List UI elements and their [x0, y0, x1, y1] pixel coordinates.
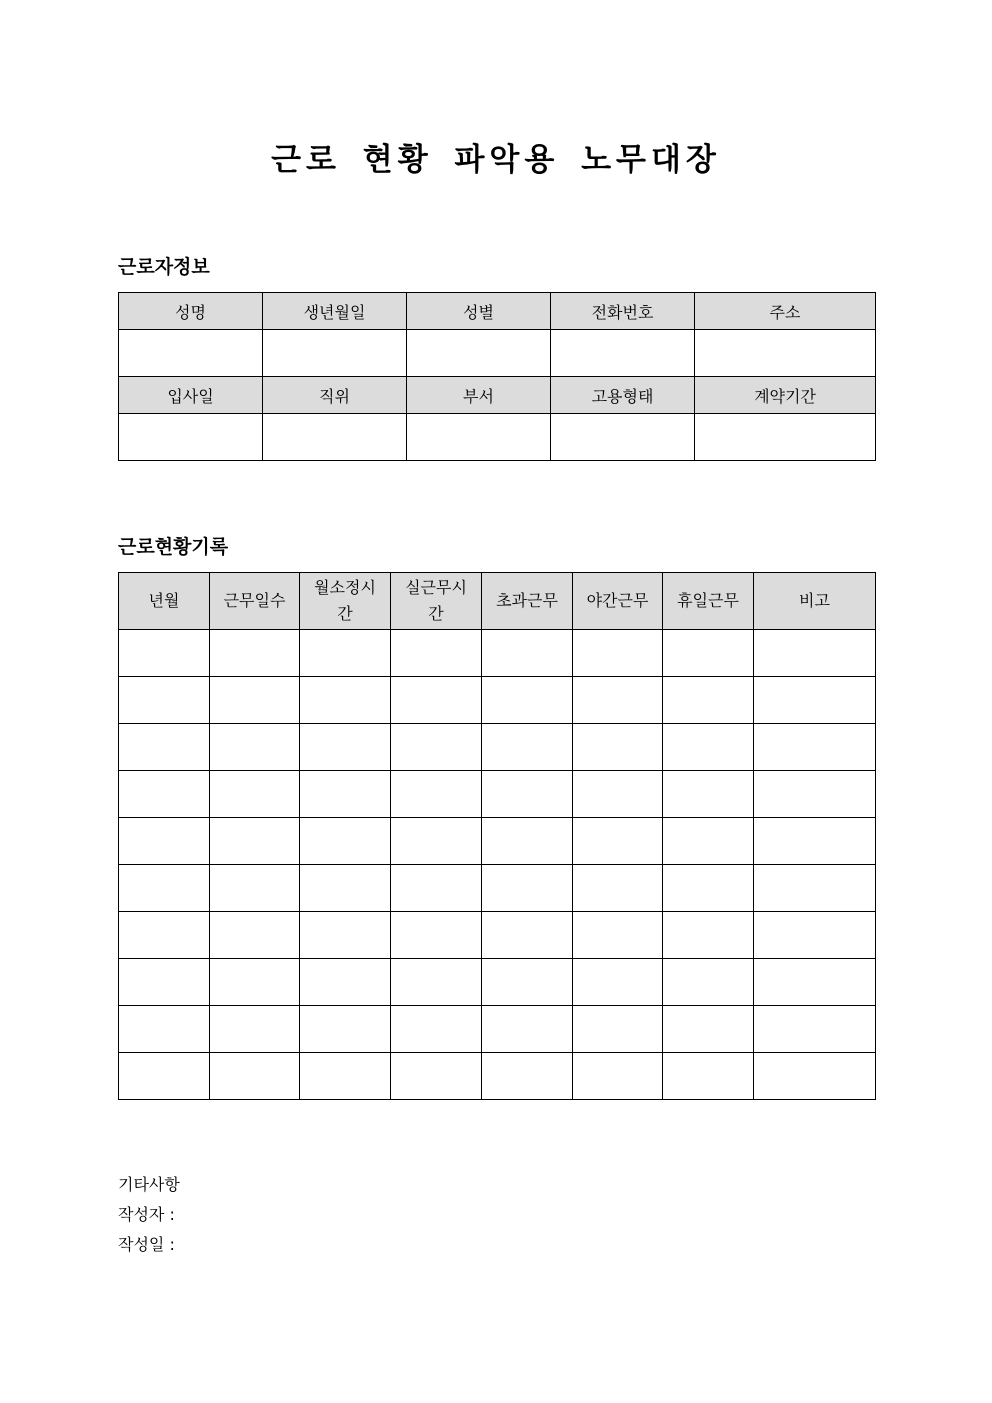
- header-overtime: 초과근무: [482, 573, 573, 630]
- record-cell[interactable]: [663, 630, 754, 677]
- record-cell[interactable]: [663, 959, 754, 1006]
- header-holiday-work: 휴일근무: [663, 573, 754, 630]
- table-row: [119, 1053, 876, 1100]
- hire-date-cell[interactable]: [119, 414, 263, 461]
- record-cell[interactable]: [482, 959, 573, 1006]
- record-cell[interactable]: [482, 1053, 573, 1100]
- record-cell[interactable]: [391, 630, 482, 677]
- employment-type-cell[interactable]: [551, 414, 695, 461]
- record-cell[interactable]: [119, 1053, 210, 1100]
- record-cell[interactable]: [573, 865, 663, 912]
- page-title: 근로 현황 파악용 노무대장: [271, 142, 721, 178]
- record-cell[interactable]: [391, 1053, 482, 1100]
- worker-info-table: [118, 292, 876, 461]
- header-department: 부서: [407, 377, 551, 414]
- record-cell[interactable]: [663, 677, 754, 724]
- record-cell[interactable]: [391, 959, 482, 1006]
- phone-cell[interactable]: [551, 330, 695, 377]
- header-remarks: 비고: [754, 573, 876, 630]
- record-cell[interactable]: [210, 959, 300, 1006]
- record-cell[interactable]: [663, 1053, 754, 1100]
- table-row: [119, 677, 876, 724]
- record-cell[interactable]: [573, 724, 663, 771]
- record-cell[interactable]: [210, 865, 300, 912]
- header-work-days: 근무일수: [210, 573, 300, 630]
- record-cell[interactable]: [754, 771, 876, 818]
- record-cell[interactable]: [754, 865, 876, 912]
- record-cell[interactable]: [754, 1006, 876, 1053]
- header-name: 성명: [119, 293, 263, 330]
- record-cell[interactable]: [754, 724, 876, 771]
- header-hire-date: 입사일: [119, 377, 263, 414]
- record-cell[interactable]: [300, 724, 391, 771]
- record-cell[interactable]: [391, 1006, 482, 1053]
- writer-label: 작성자 :: [118, 1205, 175, 1224]
- header-scheduled-hours: 월소정시간: [300, 573, 391, 630]
- record-cell[interactable]: [482, 912, 573, 959]
- table-row: [119, 724, 876, 771]
- record-cell[interactable]: [754, 959, 876, 1006]
- record-cell[interactable]: [119, 677, 210, 724]
- table-row: [119, 865, 876, 912]
- record-cell[interactable]: [119, 1006, 210, 1053]
- record-cell[interactable]: [119, 724, 210, 771]
- record-cell[interactable]: [119, 865, 210, 912]
- record-cell[interactable]: [210, 1053, 300, 1100]
- record-cell[interactable]: [482, 865, 573, 912]
- record-cell[interactable]: [573, 1006, 663, 1053]
- record-cell[interactable]: [573, 818, 663, 865]
- record-cell[interactable]: [391, 818, 482, 865]
- record-cell[interactable]: [119, 818, 210, 865]
- record-cell[interactable]: [663, 865, 754, 912]
- header-phone: 전화번호: [551, 293, 695, 330]
- record-cell[interactable]: [300, 1053, 391, 1100]
- record-cell[interactable]: [663, 912, 754, 959]
- record-cell[interactable]: [482, 818, 573, 865]
- record-cell[interactable]: [119, 912, 210, 959]
- other-notes-label: 기타사항: [118, 1175, 180, 1194]
- table-row: [119, 818, 876, 865]
- record-cell[interactable]: [210, 630, 300, 677]
- record-cell[interactable]: [391, 771, 482, 818]
- record-cell[interactable]: [573, 959, 663, 1006]
- record-cell[interactable]: [482, 771, 573, 818]
- record-cell[interactable]: [210, 677, 300, 724]
- work-record-heading: 근로현황기록: [118, 536, 229, 558]
- record-cell[interactable]: [573, 1053, 663, 1100]
- birthdate-cell[interactable]: [263, 330, 407, 377]
- record-cell[interactable]: [663, 818, 754, 865]
- record-cell[interactable]: [300, 865, 391, 912]
- date-label: 작성일 :: [118, 1235, 175, 1254]
- worker-info-heading: 근로자정보: [118, 256, 210, 278]
- record-cell[interactable]: [210, 912, 300, 959]
- record-cell[interactable]: [300, 771, 391, 818]
- record-cell[interactable]: [300, 912, 391, 959]
- table-row: [119, 630, 876, 677]
- header-night-work: 야간근무: [573, 573, 663, 630]
- record-cell[interactable]: [119, 771, 210, 818]
- record-cell[interactable]: [754, 912, 876, 959]
- table-row: [119, 959, 876, 1006]
- record-cell[interactable]: [210, 724, 300, 771]
- table-row: [119, 1006, 876, 1053]
- header-actual-hours: 실근무시간: [391, 573, 482, 630]
- record-cell[interactable]: [573, 912, 663, 959]
- record-cell[interactable]: [663, 724, 754, 771]
- record-cell[interactable]: [573, 630, 663, 677]
- record-cell[interactable]: [482, 1006, 573, 1053]
- record-cell[interactable]: [210, 818, 300, 865]
- record-cell[interactable]: [663, 1006, 754, 1053]
- address-cell[interactable]: [695, 330, 876, 377]
- header-gender: 성별: [407, 293, 551, 330]
- footer: [118, 1170, 180, 1260]
- table-row: [119, 771, 876, 818]
- record-cell[interactable]: [482, 677, 573, 724]
- record-cell[interactable]: [754, 630, 876, 677]
- header-employment-type: 고용형태: [551, 377, 695, 414]
- record-cell[interactable]: [210, 1006, 300, 1053]
- record-cell[interactable]: [754, 818, 876, 865]
- record-cell[interactable]: [573, 771, 663, 818]
- record-cell[interactable]: [391, 865, 482, 912]
- record-cell[interactable]: [300, 959, 391, 1006]
- record-cell[interactable]: [754, 677, 876, 724]
- record-cell[interactable]: [391, 912, 482, 959]
- contract-period-cell[interactable]: [695, 414, 876, 461]
- position-cell[interactable]: [263, 414, 407, 461]
- work-record-table: [118, 572, 876, 1100]
- record-cell[interactable]: [300, 630, 391, 677]
- record-cell[interactable]: [210, 771, 300, 818]
- record-cell[interactable]: [482, 630, 573, 677]
- gender-cell[interactable]: [407, 330, 551, 377]
- header-position: 직위: [263, 377, 407, 414]
- department-cell[interactable]: [407, 414, 551, 461]
- header-contract-period: 계약기간: [695, 377, 876, 414]
- record-cell[interactable]: [119, 959, 210, 1006]
- record-cell[interactable]: [573, 677, 663, 724]
- header-address: 주소: [695, 293, 876, 330]
- name-cell[interactable]: [119, 330, 263, 377]
- record-cell[interactable]: [300, 1006, 391, 1053]
- record-cell[interactable]: [663, 771, 754, 818]
- header-birthdate: 생년월일: [263, 293, 407, 330]
- record-cell[interactable]: [754, 1053, 876, 1100]
- record-cell[interactable]: [391, 724, 482, 771]
- record-cell[interactable]: [300, 818, 391, 865]
- table-row: [119, 912, 876, 959]
- record-cell[interactable]: [119, 630, 210, 677]
- record-cell[interactable]: [300, 677, 391, 724]
- record-cell[interactable]: [482, 724, 573, 771]
- record-cell[interactable]: [391, 677, 482, 724]
- header-year-month: 년월: [119, 573, 210, 630]
